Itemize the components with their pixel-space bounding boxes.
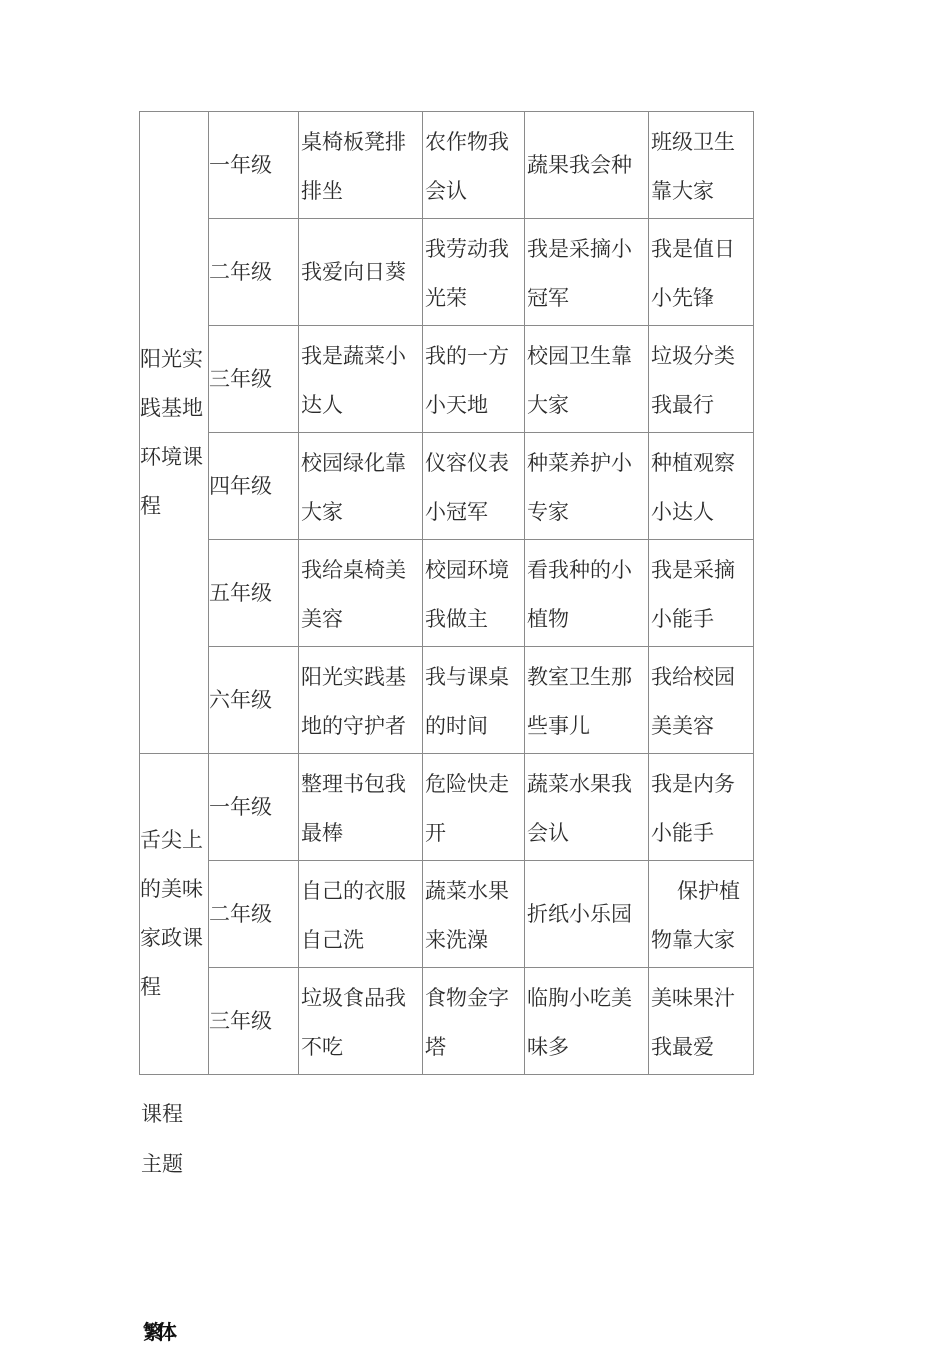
topic-cell: 我是采摘小冠军 [525, 219, 649, 326]
topic-cell: 校园卫生靠大家 [525, 326, 649, 433]
grade-cell: 六年级 [209, 647, 299, 754]
table-row [140, 968, 754, 1075]
topic-cell: 桌椅板凳排排坐 [299, 112, 423, 219]
category-cell: 舌尖上的美味家政课程 [140, 754, 209, 1075]
table-row [140, 219, 754, 326]
topic-cell: 校园环境我做主 [423, 540, 525, 647]
category-cell: 阳光实践基地环境课程 [140, 112, 209, 754]
course-label: 课程 [141, 1102, 183, 1126]
table-row [140, 112, 754, 219]
topic-cell: 蔬菜水果来洗澡 [423, 861, 525, 968]
topic-cell: 折纸小乐园 [525, 861, 649, 968]
topic-cell: 农作物我会认 [423, 112, 525, 219]
grade-cell: 三年级 [209, 326, 299, 433]
topic-cell: 校园绿化靠大家 [299, 433, 423, 540]
topic-cell: 看我种的小植物 [525, 540, 649, 647]
topic-cell: 垃圾分类我最行 [649, 326, 754, 433]
topic-cell: 蔬果我会种 [525, 112, 649, 219]
topic-label: 主题 [141, 1152, 183, 1176]
grade-cell: 三年级 [209, 968, 299, 1075]
table-row [140, 540, 754, 647]
topic-cell: 教室卫生那些事儿 [525, 647, 649, 754]
topic-cell: 我是采摘小能手 [649, 540, 754, 647]
topic-cell: 我与课桌的时间 [423, 647, 525, 754]
topic-cell: 我的一方小天地 [423, 326, 525, 433]
topic-cell: 种菜养护小专家 [525, 433, 649, 540]
table-row [140, 326, 754, 433]
topic-cell: 临朐小吃美味多 [525, 968, 649, 1075]
curriculum-table [139, 111, 754, 1075]
table-row [140, 754, 754, 861]
grade-cell: 二年级 [209, 219, 299, 326]
topic-cell: 我是内务小能手 [649, 754, 754, 861]
grade-cell: 二年级 [209, 861, 299, 968]
topic-cell: 我是蔬菜小达人 [299, 326, 423, 433]
topic-cell: 种植观察小达人 [649, 433, 754, 540]
topic-cell: 整理书包我最棒 [299, 754, 423, 861]
grade-cell: 四年级 [209, 433, 299, 540]
topic-cell: 危险快走开 [423, 754, 525, 861]
footer-mark: 繁体 [143, 1320, 171, 1344]
topic-cell: 我给校园美美容 [649, 647, 754, 754]
table-row [140, 647, 754, 754]
grade-cell: 一年级 [209, 112, 299, 219]
topic-cell: 美味果汁我最爱 [649, 968, 754, 1075]
table-row [140, 433, 754, 540]
topic-cell: 我是值日小先锋 [649, 219, 754, 326]
grade-cell: 一年级 [209, 754, 299, 861]
topic-cell: 阳光实践基地的守护者 [299, 647, 423, 754]
topic-cell: 保护植物靠大家 [649, 861, 754, 968]
topic-cell: 班级卫生靠大家 [649, 112, 754, 219]
table-row [140, 861, 754, 968]
topic-cell: 蔬菜水果我会认 [525, 754, 649, 861]
grade-cell: 五年级 [209, 540, 299, 647]
topic-cell: 我劳动我光荣 [423, 219, 525, 326]
topic-cell: 仪容仪表小冠军 [423, 433, 525, 540]
topic-cell: 我给桌椅美美容 [299, 540, 423, 647]
topic-cell: 垃圾食品我不吃 [299, 968, 423, 1075]
topic-cell: 我爱向日葵 [299, 219, 423, 326]
topic-cell: 自己的衣服自己洗 [299, 861, 423, 968]
topic-cell: 食物金字塔 [423, 968, 525, 1075]
